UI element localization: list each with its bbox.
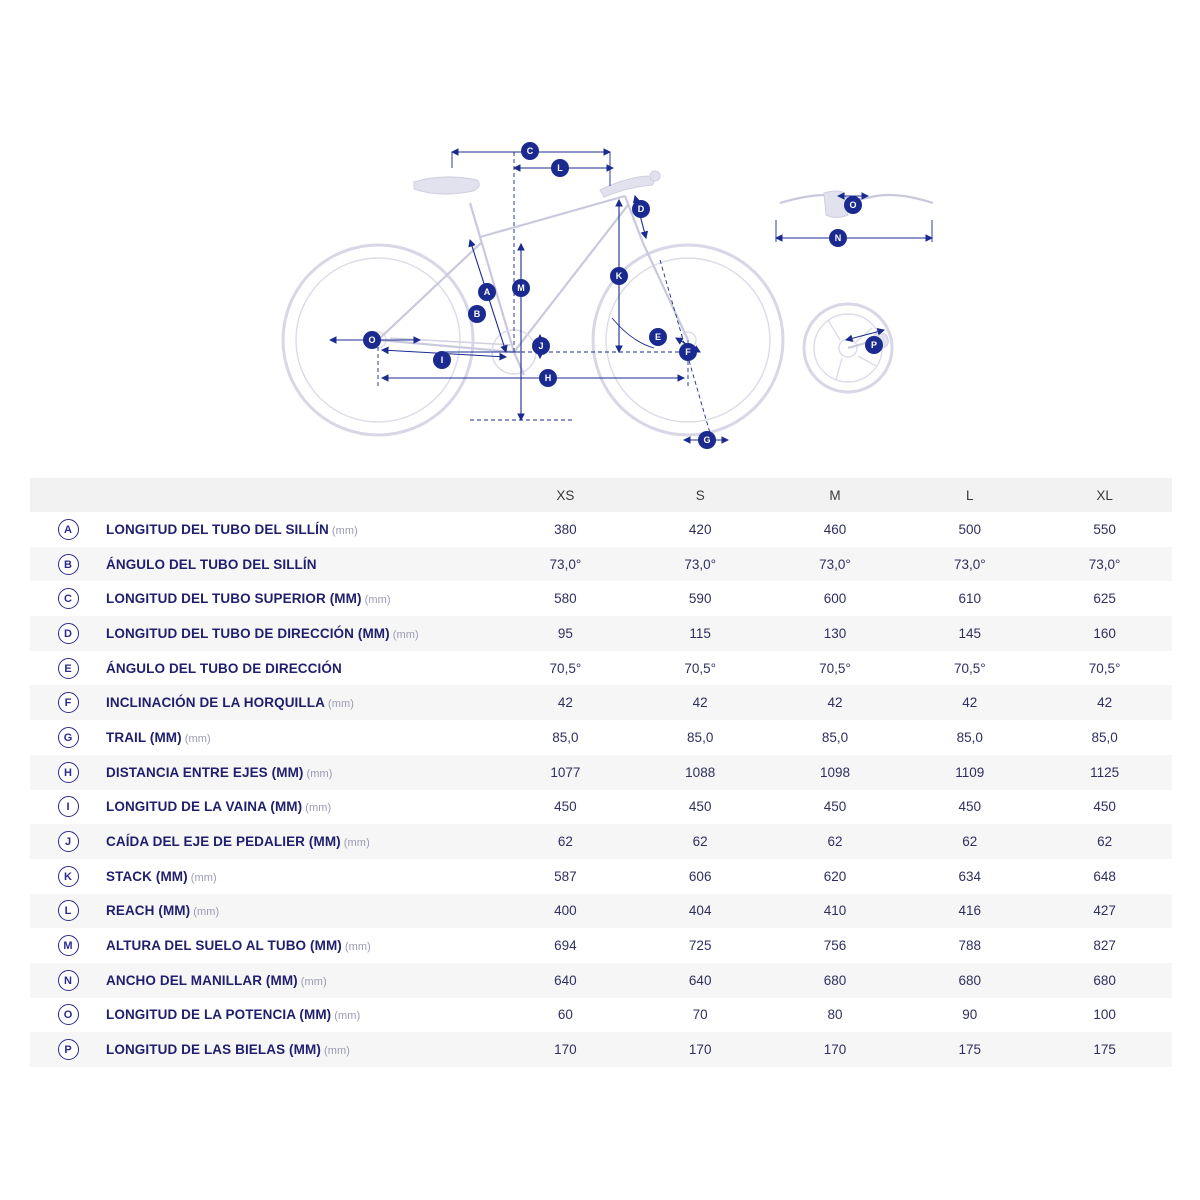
row-unit: (mm)	[305, 802, 332, 815]
row-badge: C	[58, 588, 79, 609]
row-value-s: 73,0°	[633, 547, 768, 582]
row-value-l: 610	[902, 581, 1037, 616]
row-value-m: 42	[768, 685, 903, 720]
table-row	[30, 685, 1172, 720]
row-value-m: 460	[768, 512, 903, 547]
svg-text:N: N	[834, 233, 842, 243]
row-badge: A	[58, 519, 79, 540]
row-value-s: 640	[633, 963, 768, 998]
row-label-cell	[106, 685, 498, 720]
row-value-m: 680	[768, 963, 903, 998]
row-badge: H	[58, 762, 79, 783]
row-label: LONGITUD DE LA POTENCIA (MM)	[106, 1007, 332, 1023]
row-value-xl: 648	[1037, 859, 1172, 894]
table-row	[30, 547, 1172, 582]
row-value-xs: 73,0°	[498, 547, 633, 582]
row-badge-cell	[30, 581, 106, 616]
row-value-m: 600	[768, 581, 903, 616]
svg-text:L: L	[557, 163, 563, 173]
bike-geometry-diagram	[0, 0, 1200, 470]
row-badge-cell	[30, 755, 106, 790]
row-value-xs: 694	[498, 928, 633, 963]
row-value-xs: 85,0	[498, 720, 633, 755]
row-value-m: 170	[768, 1032, 903, 1067]
row-badge: O	[58, 1004, 79, 1025]
row-label-cell	[106, 1032, 498, 1067]
row-badge-cell	[30, 651, 106, 686]
row-badge-cell	[30, 963, 106, 998]
row-value-xs: 62	[498, 824, 633, 859]
svg-text:I: I	[440, 355, 444, 365]
row-value-xl: 62	[1037, 824, 1172, 859]
row-badge: D	[58, 623, 79, 644]
row-value-l: 450	[902, 790, 1037, 825]
row-label: ANCHO DEL MANILLAR (MM)	[106, 972, 298, 988]
row-label: ÁNGULO DEL TUBO DEL SILLÍN	[106, 556, 317, 572]
row-label-cell	[106, 928, 498, 963]
row-label-cell	[106, 998, 498, 1033]
row-value-xl: 175	[1037, 1032, 1172, 1067]
row-value-s: 170	[633, 1032, 768, 1067]
row-value-s: 70,5°	[633, 651, 768, 686]
row-label: INCLINACIÓN DE LA HORQUILLA	[106, 695, 325, 711]
row-unit: (mm)	[364, 594, 391, 607]
row-label-cell	[106, 963, 498, 998]
row-unit: (mm)	[300, 975, 327, 988]
row-label-cell	[106, 824, 498, 859]
row-badge-cell	[30, 720, 106, 755]
marker-O-side	[363, 331, 381, 349]
row-value-xs: 170	[498, 1032, 633, 1067]
row-value-xl: 550	[1037, 512, 1172, 547]
row-badge-cell	[30, 512, 106, 547]
row-unit: (mm)	[193, 906, 220, 919]
row-badge-cell	[30, 824, 106, 859]
table-row	[30, 963, 1172, 998]
header-badge	[30, 478, 106, 512]
row-unit: (mm)	[334, 1010, 361, 1023]
row-badge: J	[58, 831, 79, 852]
row-value-m: 80	[768, 998, 903, 1033]
row-value-l: 500	[902, 512, 1037, 547]
row-badge-cell	[30, 685, 106, 720]
row-value-l: 90	[902, 998, 1037, 1033]
marker-D	[632, 200, 650, 218]
table-row	[30, 720, 1172, 755]
header-size-m: M	[768, 478, 903, 512]
svg-text:B: B	[473, 309, 481, 319]
row-value-xl: 1125	[1037, 755, 1172, 790]
row-label-cell	[106, 859, 498, 894]
table-row	[30, 512, 1172, 547]
row-value-l: 416	[902, 894, 1037, 929]
row-value-s: 70	[633, 998, 768, 1033]
table-header	[30, 478, 1172, 512]
row-label: TRAIL (MM)	[106, 729, 182, 745]
table-row	[30, 998, 1172, 1033]
row-badge-cell	[30, 547, 106, 582]
table-row	[30, 651, 1172, 686]
row-value-s: 606	[633, 859, 768, 894]
row-label-cell	[106, 581, 498, 616]
row-value-l: 788	[902, 928, 1037, 963]
row-value-l: 62	[902, 824, 1037, 859]
bike-side-view	[283, 171, 783, 435]
row-value-m: 70,5°	[768, 651, 903, 686]
row-label-cell	[106, 894, 498, 929]
marker-A	[478, 283, 496, 301]
svg-text:J: J	[538, 341, 544, 351]
row-value-m: 62	[768, 824, 903, 859]
row-value-xl: 827	[1037, 928, 1172, 963]
row-value-xl: 70,5°	[1037, 651, 1172, 686]
row-value-xl: 625	[1037, 581, 1172, 616]
marker-K	[610, 267, 628, 285]
table-row	[30, 790, 1172, 825]
row-value-xs: 640	[498, 963, 633, 998]
geometry-table	[30, 478, 1172, 1067]
header-size-l: L	[902, 478, 1037, 512]
row-label: ALTURA DEL SUELO AL TUBO (MM)	[106, 938, 342, 954]
row-value-xl: 450	[1037, 790, 1172, 825]
row-value-l: 1109	[902, 755, 1037, 790]
table-row	[30, 581, 1172, 616]
row-label: REACH (MM)	[106, 903, 191, 919]
row-label-cell	[106, 651, 498, 686]
marker-C	[521, 142, 539, 160]
table-row	[30, 894, 1172, 929]
row-value-xl: 85,0	[1037, 720, 1172, 755]
row-value-m: 410	[768, 894, 903, 929]
marker-B	[468, 305, 486, 323]
table-row	[30, 1032, 1172, 1067]
row-value-m: 756	[768, 928, 903, 963]
row-badge: I	[58, 796, 79, 817]
row-value-s: 404	[633, 894, 768, 929]
row-value-xl: 73,0°	[1037, 547, 1172, 582]
row-badge-cell	[30, 928, 106, 963]
row-label: LONGITUD DE LAS BIELAS (MM)	[106, 1042, 321, 1058]
svg-text:A: A	[483, 287, 491, 297]
row-value-xs: 580	[498, 581, 633, 616]
row-value-l: 85,0	[902, 720, 1037, 755]
svg-text:H: H	[544, 373, 552, 383]
header-measure	[106, 478, 498, 512]
svg-text:G: G	[703, 435, 711, 445]
row-badge: F	[58, 692, 79, 713]
row-value-s: 42	[633, 685, 768, 720]
row-value-xs: 400	[498, 894, 633, 929]
row-badge: L	[58, 900, 79, 921]
table-body	[30, 512, 1172, 1067]
row-value-xs: 450	[498, 790, 633, 825]
marker-E	[649, 328, 667, 346]
row-badge: G	[58, 727, 79, 748]
row-badge: E	[58, 658, 79, 679]
row-value-l: 634	[902, 859, 1037, 894]
row-value-xl: 427	[1037, 894, 1172, 929]
row-value-xs: 1077	[498, 755, 633, 790]
svg-text:P: P	[870, 340, 878, 350]
row-badge-cell	[30, 894, 106, 929]
row-value-xl: 680	[1037, 963, 1172, 998]
row-value-s: 725	[633, 928, 768, 963]
header-size-s: S	[633, 478, 768, 512]
row-unit: (mm)	[327, 698, 354, 711]
row-unit: (mm)	[392, 628, 419, 641]
row-label: STACK (MM)	[106, 868, 188, 884]
row-value-xs: 42	[498, 685, 633, 720]
row-value-l: 73,0°	[902, 547, 1037, 582]
row-value-m: 73,0°	[768, 547, 903, 582]
row-value-m: 130	[768, 616, 903, 651]
row-unit: (mm)	[184, 732, 211, 745]
row-unit: (mm)	[306, 767, 333, 780]
row-value-s: 85,0	[633, 720, 768, 755]
row-value-xs: 95	[498, 616, 633, 651]
row-label: CAÍDA DEL EJE DE PEDALIER (MM)	[106, 834, 341, 850]
marker-G	[698, 431, 716, 449]
row-value-m: 1098	[768, 755, 903, 790]
marker-H	[539, 369, 557, 387]
header-size-xl: XL	[1037, 478, 1172, 512]
row-badge: P	[58, 1039, 79, 1060]
row-value-l: 680	[902, 963, 1037, 998]
svg-text:C: C	[526, 146, 534, 156]
row-badge-cell	[30, 859, 106, 894]
row-unit: (mm)	[190, 871, 217, 884]
svg-text:O: O	[368, 335, 376, 345]
marker-M	[512, 279, 530, 297]
svg-text:M: M	[517, 283, 525, 293]
row-label-cell	[106, 790, 498, 825]
row-unit: (mm)	[323, 1045, 350, 1058]
row-label-cell	[106, 616, 498, 651]
row-value-xs: 60	[498, 998, 633, 1033]
marker-J	[532, 337, 550, 355]
row-value-l: 42	[902, 685, 1037, 720]
svg-text:F: F	[685, 347, 691, 357]
row-value-s: 590	[633, 581, 768, 616]
row-value-xl: 160	[1037, 616, 1172, 651]
row-value-s: 420	[633, 512, 768, 547]
row-badge-cell	[30, 616, 106, 651]
row-value-xs: 587	[498, 859, 633, 894]
svg-text:K: K	[615, 271, 623, 281]
marker-L	[551, 159, 569, 177]
row-label-cell	[106, 755, 498, 790]
row-badge-cell	[30, 790, 106, 825]
marker-F	[679, 343, 697, 361]
marker-P	[865, 336, 883, 354]
row-label-cell	[106, 720, 498, 755]
row-value-xs: 70,5°	[498, 651, 633, 686]
row-badge: N	[58, 970, 79, 991]
row-unit: (mm)	[331, 524, 358, 537]
row-badge-cell	[30, 998, 106, 1033]
svg-text:D: D	[637, 204, 645, 214]
row-value-s: 115	[633, 616, 768, 651]
svg-text:O: O	[849, 200, 857, 210]
svg-text:E: E	[654, 332, 662, 342]
row-value-l: 145	[902, 616, 1037, 651]
row-value-l: 175	[902, 1032, 1037, 1067]
row-value-xl: 100	[1037, 998, 1172, 1033]
table-row	[30, 859, 1172, 894]
row-value-xl: 42	[1037, 685, 1172, 720]
row-label: LONGITUD DEL TUBO DE DIRECCIÓN (MM)	[106, 625, 390, 641]
row-label: LONGITUD DEL TUBO DEL SILLÍN	[106, 521, 329, 537]
table-row	[30, 928, 1172, 963]
row-unit: (mm)	[344, 941, 371, 954]
row-badge-cell	[30, 1032, 106, 1067]
row-value-s: 62	[633, 824, 768, 859]
header-size-xs: XS	[498, 478, 633, 512]
row-label: LONGITUD DE LA VAINA (MM)	[106, 799, 303, 815]
row-label: LONGITUD DEL TUBO SUPERIOR (MM)	[106, 591, 362, 607]
row-value-l: 70,5°	[902, 651, 1037, 686]
row-badge: M	[58, 935, 79, 956]
row-value-m: 450	[768, 790, 903, 825]
table-row	[30, 616, 1172, 651]
row-badge: B	[58, 554, 79, 575]
marker-O-top	[844, 196, 862, 214]
row-label: ÁNGULO DEL TUBO DE DIRECCIÓN	[106, 660, 342, 676]
row-unit: (mm)	[343, 837, 370, 850]
row-value-s: 450	[633, 790, 768, 825]
marker-N	[829, 229, 847, 247]
header-row	[30, 478, 1172, 512]
row-value-m: 85,0	[768, 720, 903, 755]
row-value-m: 620	[768, 859, 903, 894]
marker-I	[433, 351, 451, 369]
table-row	[30, 755, 1172, 790]
row-badge: K	[58, 866, 79, 887]
table-row	[30, 824, 1172, 859]
row-label: DISTANCIA ENTRE EJES (MM)	[106, 764, 304, 780]
row-label-cell	[106, 512, 498, 547]
row-label-cell	[106, 547, 498, 582]
row-value-xs: 380	[498, 512, 633, 547]
row-value-s: 1088	[633, 755, 768, 790]
